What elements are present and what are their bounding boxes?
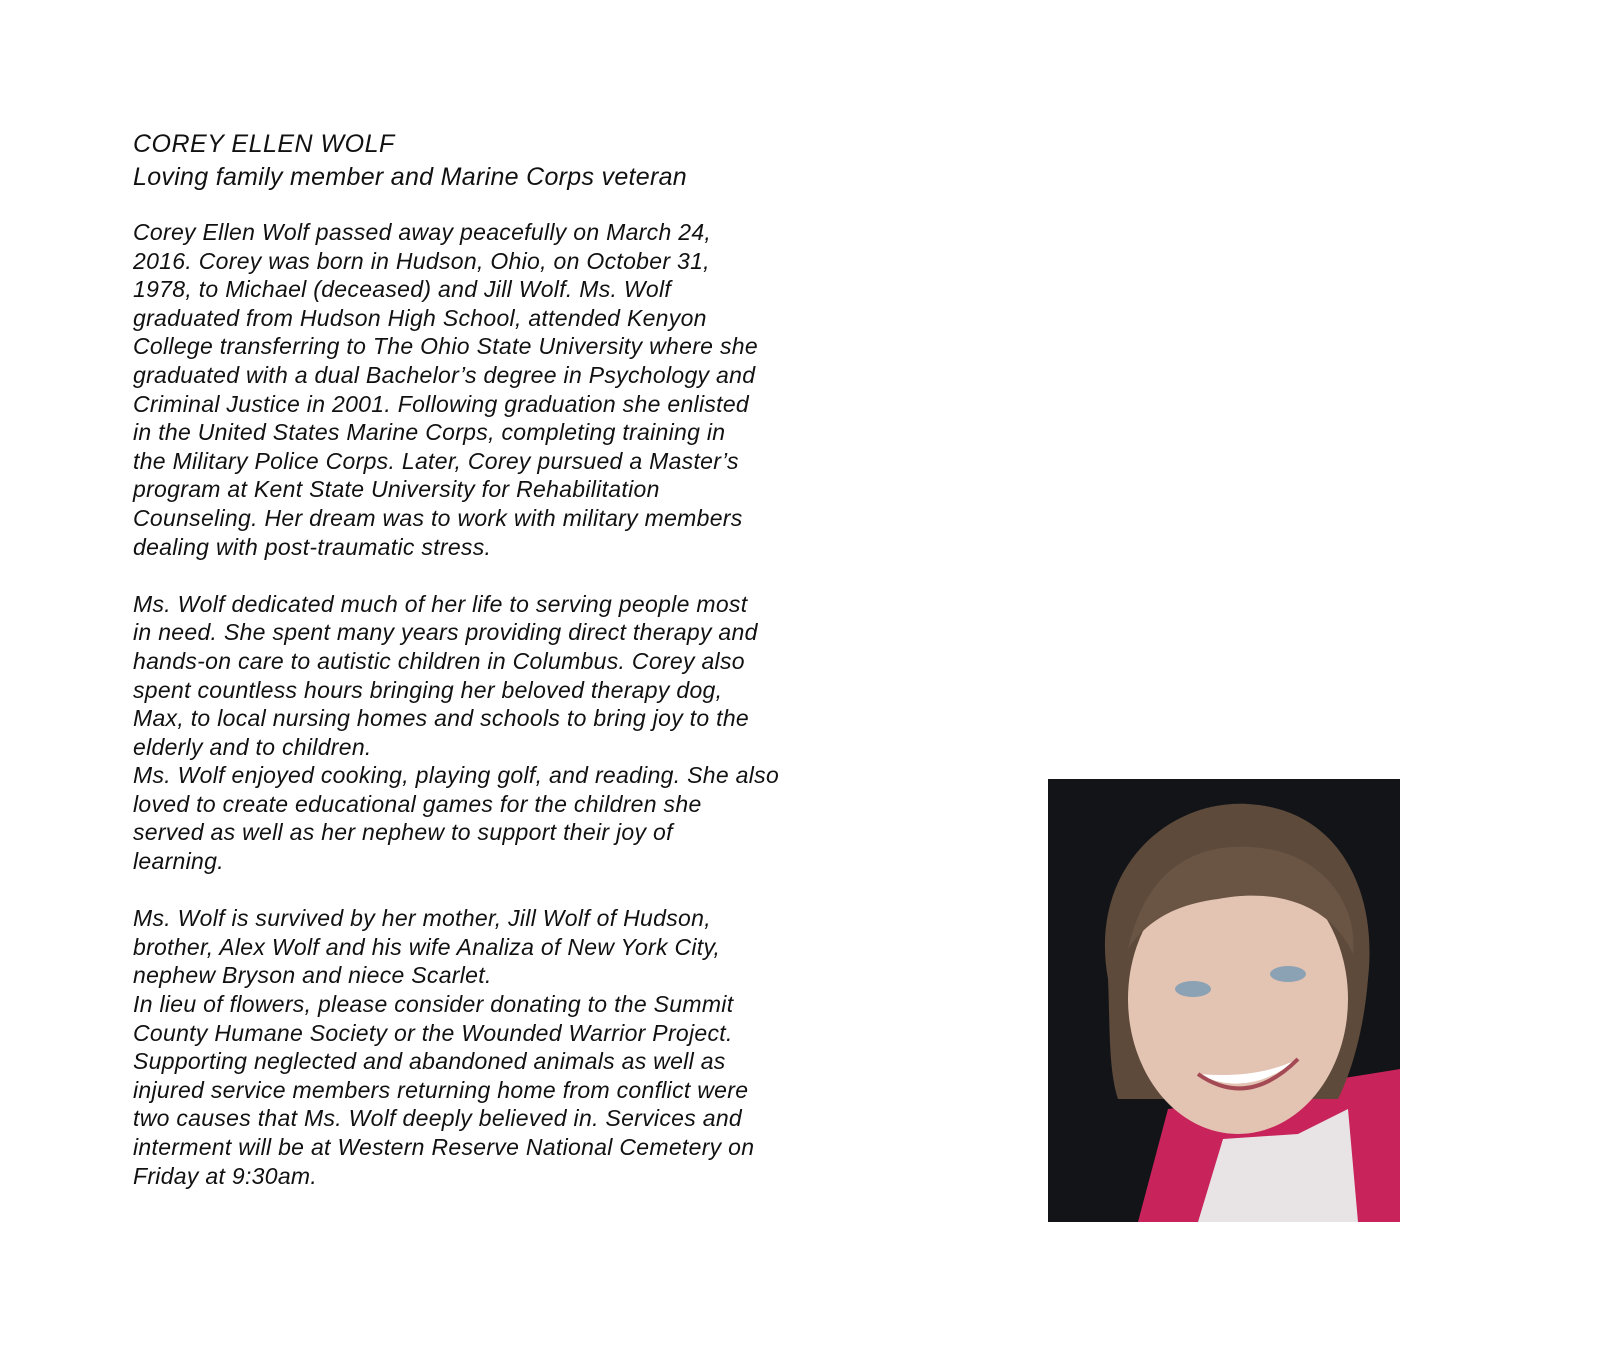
text-line: Friday at 9:30am. bbox=[133, 1162, 318, 1189]
text-line: graduated from Hudson High School, attended Kenyon bbox=[133, 304, 707, 331]
text-line: Max, to local nursing homes and schools to bring joy to the bbox=[133, 705, 750, 732]
text-line: injured service members returning home from conflict were bbox=[133, 1076, 749, 1103]
text-line: learning. bbox=[133, 848, 224, 875]
text-line: Supporting neglected and abandoned animals as well as bbox=[133, 1048, 726, 1075]
text-line: Ms. Wolf is survived by her mother, Jill Wolf of Hudson, bbox=[133, 905, 711, 932]
obituary-body bbox=[133, 218, 853, 1190]
obituary-name: COREY ELLEN WOLF bbox=[133, 130, 395, 158]
text-line: served as well as her nephew to support their joy of bbox=[133, 819, 673, 846]
text-line: 2016. Corey was born in Hudson, Ohio, on October 31, bbox=[133, 247, 710, 274]
paragraph-gap bbox=[133, 561, 853, 590]
text-line: graduated with a dual Bachelor’s degree in Psychology and bbox=[133, 361, 756, 388]
text-line: in need. She spent many years providing direct therapy and bbox=[133, 619, 758, 646]
paragraph bbox=[133, 218, 853, 561]
text-line: Criminal Justice in 2001. Following graduation she enlisted bbox=[133, 390, 750, 417]
text-line: loved to create educational games for the children she bbox=[133, 790, 702, 817]
text-line: brother, Alex Wolf and his wife Analiza of New York City, bbox=[133, 933, 721, 960]
obituary-subtitle: Loving family member and Marine Corps veteran bbox=[133, 163, 688, 191]
text-line: County Humane Society or the Wounded Warrior Project. bbox=[133, 1019, 733, 1046]
obituary-text bbox=[133, 128, 853, 1190]
text-line: program at Kent State University for Rehabilitation bbox=[133, 476, 660, 503]
text-line: the Military Police Corps. Later, Corey pursued a Master’s bbox=[133, 447, 739, 474]
text-line: two causes that Ms. Wolf deeply believed in. Services and bbox=[133, 1105, 743, 1132]
text-line: interment will be at Western Reserve National Cemetery on bbox=[133, 1134, 755, 1160]
text-line: nephew Bryson and niece Scarlet. bbox=[133, 962, 492, 989]
paragraph bbox=[133, 904, 853, 1190]
text-line: Corey Ellen Wolf passed away peacefully on March 24, bbox=[133, 219, 712, 245]
text-line: elderly and to children. bbox=[133, 733, 372, 760]
text-line: Ms. Wolf dedicated much of her life to serving people most bbox=[133, 590, 748, 617]
paragraph bbox=[133, 590, 853, 876]
text-line: Ms. Wolf enjoyed cooking, playing golf, and reading. She also bbox=[133, 762, 780, 789]
text-line: hands-on care to autistic children in Columbus. Corey also bbox=[133, 647, 745, 674]
text-line: College transferring to The Ohio State University where she bbox=[133, 333, 758, 360]
text-line: Counseling. Her dream was to work with military members bbox=[133, 504, 743, 531]
portrait-photo bbox=[1048, 779, 1400, 1222]
paragraph-gap bbox=[133, 876, 853, 905]
text-line: spent countless hours bringing her beloved therapy dog, bbox=[133, 676, 723, 703]
text-line: in the United States Marine Corps, completing training in bbox=[133, 419, 726, 446]
text-line: In lieu of flowers, please consider donating to the Summit bbox=[133, 991, 734, 1018]
text-line: 1978, to Michael (deceased) and Jill Wolf. Ms. Wolf bbox=[133, 276, 672, 303]
text-line: dealing with post-traumatic stress. bbox=[133, 533, 492, 560]
